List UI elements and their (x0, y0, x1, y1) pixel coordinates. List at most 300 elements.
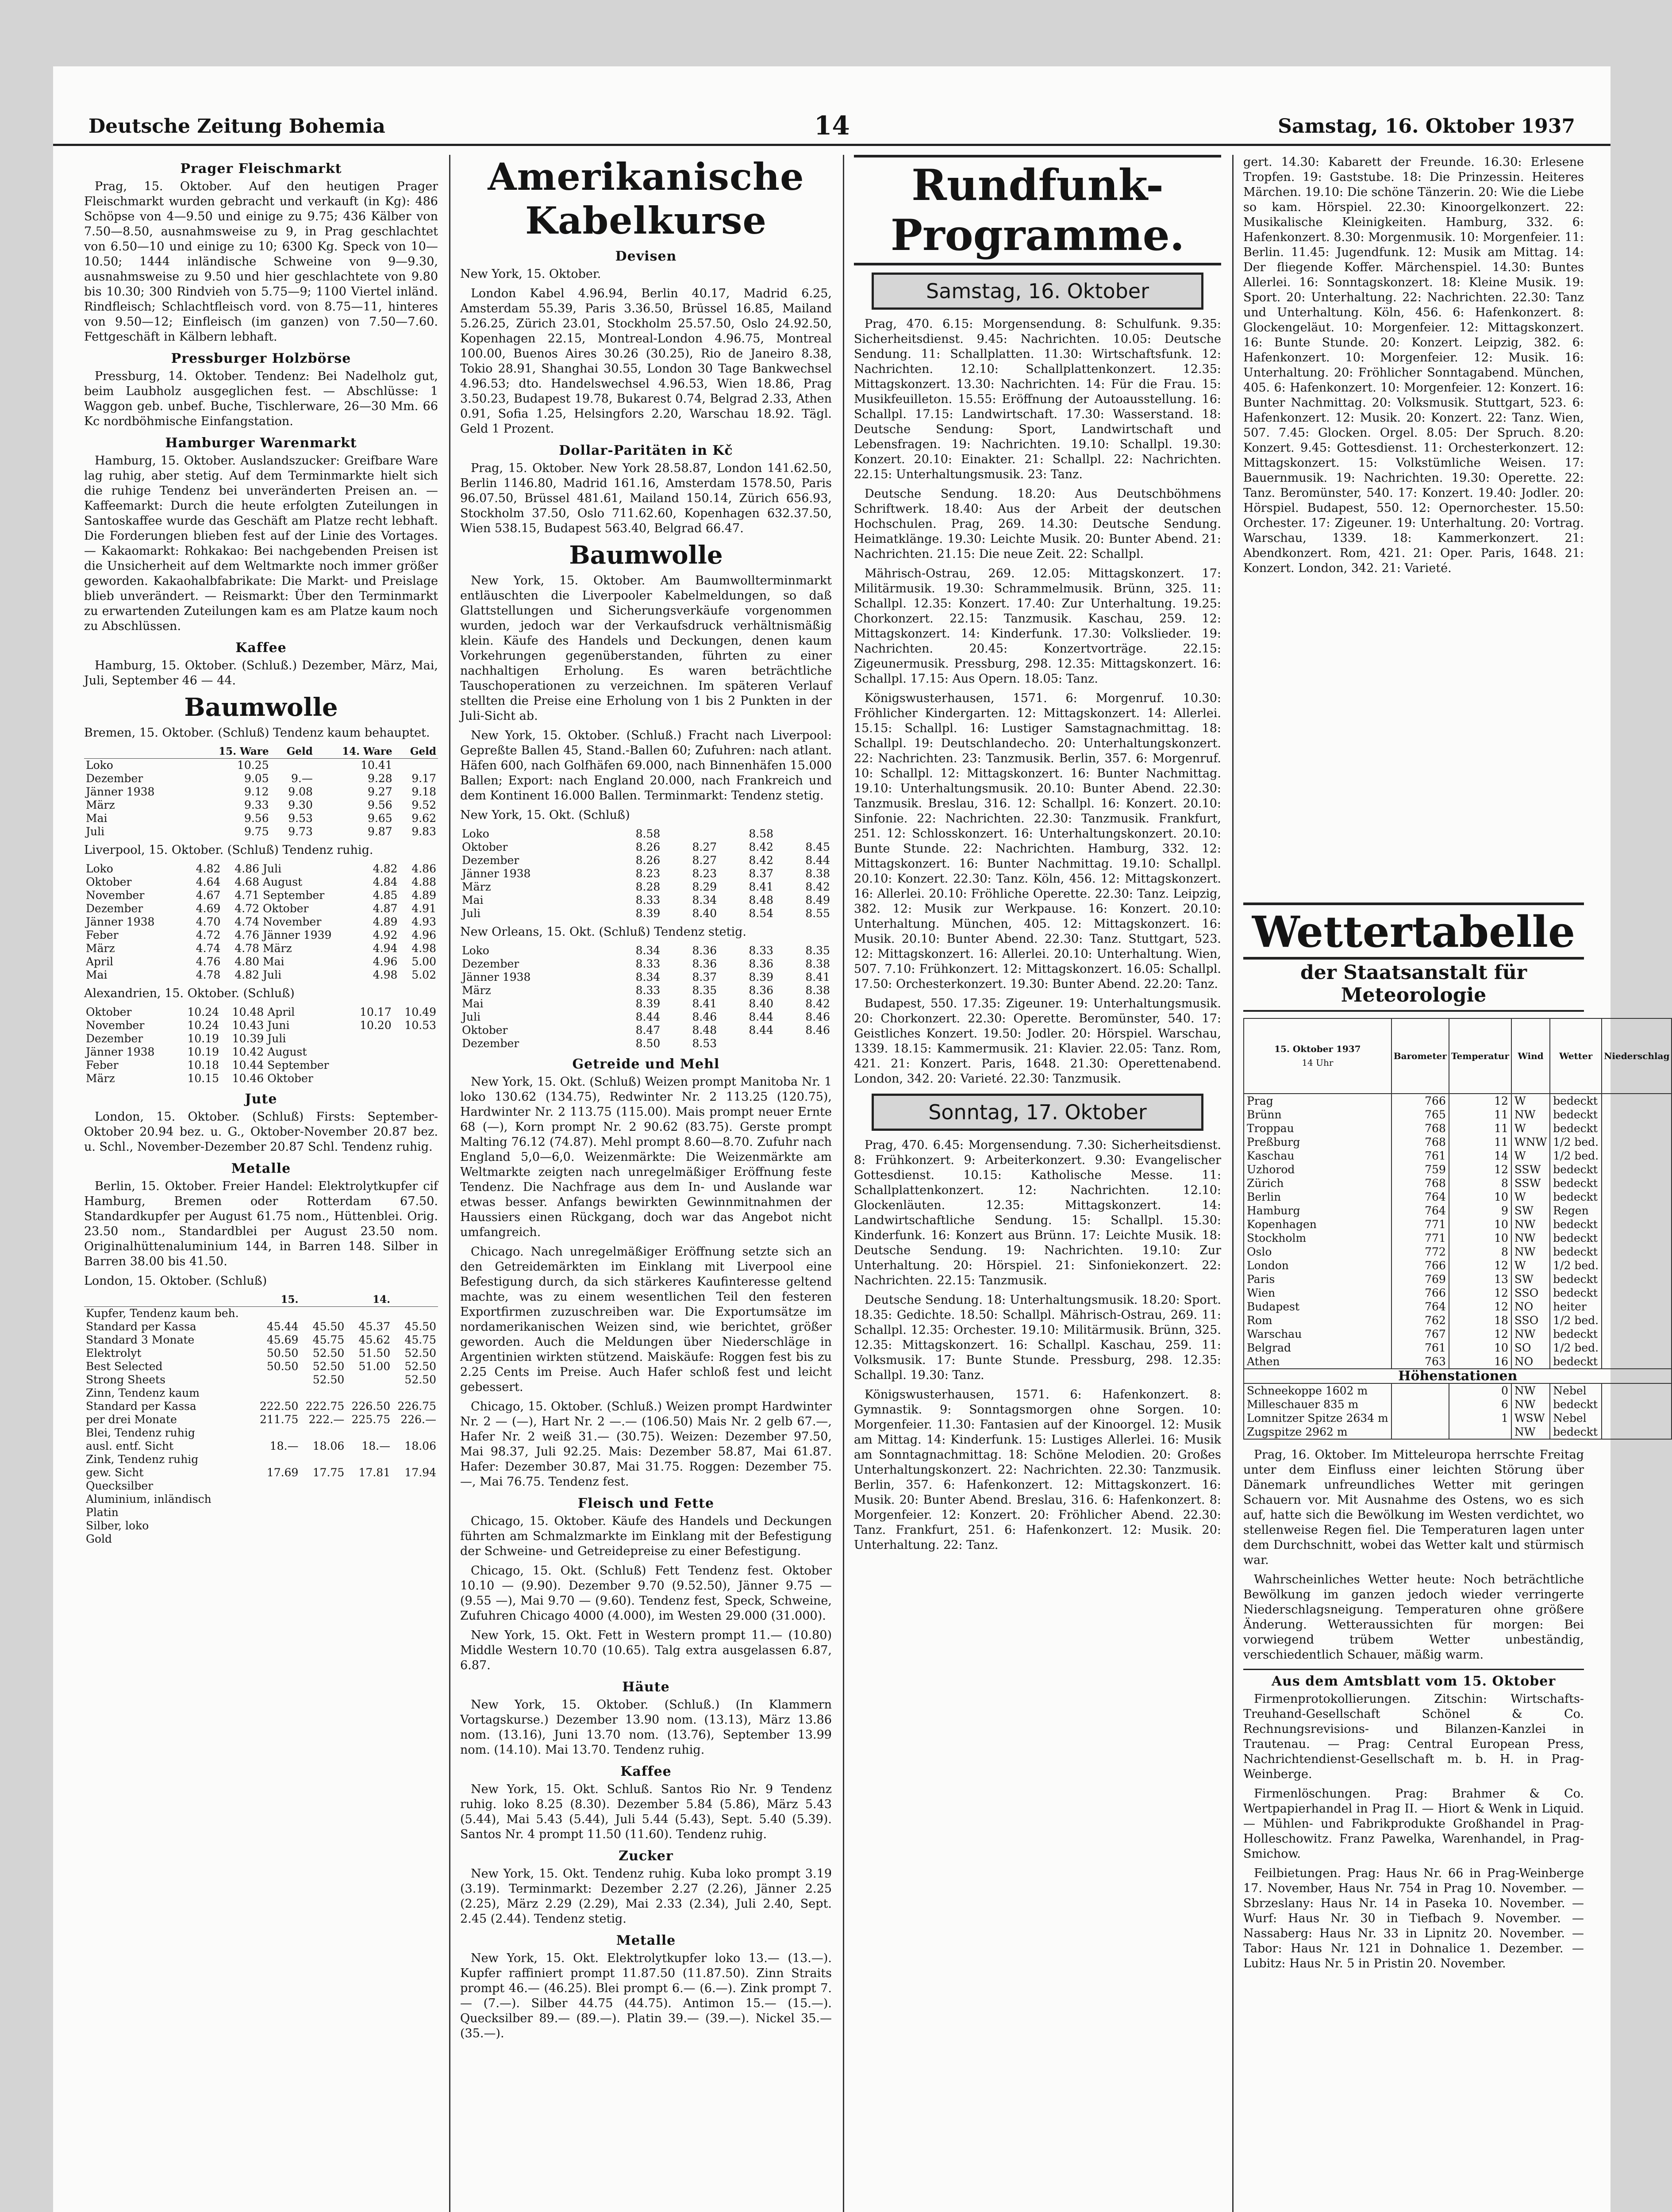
weather-row (1244, 1313, 1672, 1327)
table-row: Oktober 10.24 10.48 April 10.17 10.49 (86, 1006, 436, 1018)
article-text: New York, 15. Okt. Elektrolytkupfer loko 13.— (13.—). Kupfer raffiniert prompt 11.87.50 (11.87.50). Zinn Straits prompt 46.— (46.25). Blei prompt 6.— (6.—). Zink prompt 7.— (7.—). Silber 44.75 (44.75). Antimon 15.— (15.—). Quecksilber 89.— (89.—). Platin 39.— (39.—). Nickel 35.— (35.—). (460, 1951, 832, 2040)
table-cell: 766 (1391, 1259, 1449, 1272)
table-header-cell: Wind (1511, 1018, 1550, 1094)
table-cell: 12 (1449, 1163, 1511, 1176)
table-row: April 4.76 4.80 Mai 4.96 5.00 (86, 955, 436, 968)
table-cell: SO (1511, 1341, 1550, 1355)
running-head (53, 108, 1611, 146)
table-cell: Nebel (1550, 1383, 1602, 1398)
table-cell: 768 (1391, 1176, 1449, 1190)
table-cell: Schneekoppe 1602 m (1244, 1383, 1391, 1398)
article-text: New Orleans, 15. Okt. (Schluß) Tendenz stetig. (460, 925, 746, 939)
program-text: Mährisch-Ostrau, 269. 12.05: Mittagskonzert. 17: Militärmusik. 19.30: Schrammelmusik. Brünn, 325. 11: Schallpl. 12.35: Konzert. 17.40: Zur Unterhaltung. 19.25: Chorkonzert. 22.15: Tanzmusik. Kaschau, 259. 12: Mittagskonzert. 14: Kinderfunk. 17.30: Volkslieder. 19: Nachrichten. 20.45: Konzertvorträge. 22.15: Zigeunermusik. Pressburg, 298. 12.35: Mittagskonzert. 16: Schallpl. 17.15: Aus Opern. 18.05: Tanz. (854, 567, 1221, 686)
table-row: März 4.74 4.78 März 4.94 4.98 (86, 942, 436, 955)
table-cell: bedeckt (1550, 1398, 1602, 1411)
date-band: Samstag, 16. Oktober (872, 273, 1203, 310)
table-row: Oktober 8.26 8.27 8.42 8.45 (462, 841, 830, 853)
table-cell: bedeckt (1550, 1163, 1602, 1176)
article-text: London, 15. Oktober. (Schluß) Firsts: September-Oktober 20.94 bez. u. G., Oktober-November 20.87 bez. u. Schl., November-Dezember 20.87 Schl. Tendenz ruhig. (84, 1110, 438, 1154)
column-weather (1243, 155, 1670, 2212)
table-cell: 1/2 bed. (1550, 1313, 1602, 1327)
table-cell: 12 (1449, 1259, 1511, 1272)
table-cell: 10 (1449, 1217, 1511, 1231)
table-row: Dezember 8.26 8.27 8.42 8.44 (462, 854, 830, 867)
mountain-rows (1244, 1383, 1672, 1439)
table-row: Aluminium, inländisch (86, 1493, 211, 1505)
table-row: Standard per Kassa 222.50 222.75 226.50 226.75 (86, 1400, 436, 1413)
article-text: London Kabel 4.96.94, Berlin 40.17, Madrid 6.25, Amsterdam 55.39, Paris 3.36.50, Brüssel 16.85, Mailand 5.26.25, Zürich 23.01, Stockholm 25.57.50, Oslo 24.92.50, Kopenhagen 22.15, Montreal-London 4.96.75, Montreal 100.00, Buenos Aires 30.26 (30.25), Rio de Janeiro 8.38, Tokio 28.91, Shanghai 30.55, London 30 Tage Bankwechsel 4.96.53; dto. Handelswechsel 4.96.53, Wien 18.86, Prag 3.50.23, Budapest 19.78, Bukarest 0.74, Belgrad 2.33, Athen 0.91, Sofia 1.25, Helsingfors 2.20, Warschau 18.92. Tägl. Geld 1 Prozent. (460, 287, 832, 436)
page-number: 14 (814, 111, 850, 141)
table-cell: 11 (1449, 1121, 1511, 1135)
table-cell: 1 (1449, 1411, 1511, 1425)
article-text: New York, 15. Okt. Tendenz ruhig. Kuba loko prompt 3.19 (3.19). Terminmarkt: Dezember 2.27 (2.26), Jänner 2.25 (2.25), März 2.29 (2.29), Mai 2.33 (2.34), Juli 2.40, Sept. 2.45 (2.44). Tendenz stetig. (460, 1867, 832, 1926)
table-row: Dezember 10.19 10.39 Juli (86, 1032, 286, 1045)
table-cell: 768 (1391, 1135, 1449, 1149)
section-heading: Jute (245, 1091, 277, 1107)
weather-row (1244, 1176, 1672, 1190)
table-cell: bedeckt (1550, 1327, 1602, 1341)
weather-row (1244, 1149, 1672, 1163)
article-text: New York, 15. Oktober. Am Baumwollterminmarkt entläuschten die Liverpooler Kabelmeldungen, so daß Glattstellungen und Sicherungsverkäufe vorgenommen wurden, jedoch war der Verkaufsdruck verhältnismäßig klein. Käufe des Handels und Deckungen, denen kaum Vorkehrungen gegenüberstanden, führten zu einer nachhaltigen Erholung. Es waren beträchtliche Tauschoperationen zu verzeichnen. Im späteren Verlauf stellten die Preise eine Erholung von 1 bis 2 Punkten in der Juli-Sicht ab. (460, 574, 832, 723)
table-cell: 12 (1449, 1094, 1511, 1108)
table-cell: bedeckt (1550, 1425, 1602, 1439)
program-text: Budapest, 550. 17.35: Zigeuner. 19: Unterhaltungsmusik. 20: Chorkonzert. 22.30: Operette. Beromünster, 540. 17: Geistliches Konzert. 19.50: Jodler. 20: Hörspiel. Warschau, 1339. 18.15: Kammermusik. 21: Klavier. 22.05: Tanz. Rom, 421. 21: Konzert. Paris, 1648. 21.30: Operettenabend. London, 342. 20: Varieté. 22.30: Tanzmusik. (854, 997, 1221, 1086)
table-cell (1602, 1327, 1672, 1341)
table-row: November 4.67 4.71 September 4.85 4.89 (86, 889, 436, 902)
table-cell: Troppau (1244, 1121, 1391, 1135)
table-row: Platin (86, 1506, 119, 1519)
article-text: Wahrscheinliches Wetter heute: Noch beträchtliche Bewölkung im ganzen jedoch wieder verringerte Niederschlagsneigung. Temperaturen ohne größere Änderung. Wetteraussichten für morgen: Bei vorwiegend trübem Wetter unbeständig, verschiedentlich Schauer, mäßig warm. (1243, 1573, 1584, 1662)
table-row: Dezember 8.50 8.53 (462, 1037, 717, 1050)
weather-row (1244, 1327, 1672, 1341)
london-metals-table (84, 1293, 438, 1546)
table-row: November 10.24 10.43 Juni 10.20 10.53 (86, 1019, 436, 1032)
column-cables (460, 155, 832, 2212)
section-title: Wettertabelle (1243, 902, 1584, 960)
table-cell: 11 (1449, 1135, 1511, 1149)
table-header-cell: Temperatur (1449, 1018, 1511, 1094)
table-row: Standard per Kassa 45.44 45.50 45.37 45.50 (86, 1320, 436, 1333)
table-header: 15. Ware Geld 14. Ware Geld (84, 745, 438, 759)
table-cell (1602, 1245, 1672, 1259)
table-row: gew. Sicht 17.69 17.75 17.81 17.94 (86, 1466, 436, 1479)
table-row: Silber, loko (86, 1519, 149, 1532)
table-row: Juli 8.39 8.40 8.54 8.55 (462, 907, 830, 920)
weather-row (1244, 1163, 1672, 1176)
table-cell (1391, 1398, 1449, 1411)
table-cell (1602, 1259, 1672, 1272)
table-cell: 12 (1449, 1300, 1511, 1313)
newspaper-page (53, 66, 1670, 2212)
section-heading: Kaffee (620, 1764, 672, 1779)
article-text: Chicago, 15. Oktober. Käufe des Handels und Deckungen führten am Schmalzmarkte im Einklang mit der Befestigung der Schweine- und Getreidepreise zu einer Befestigung. (460, 1514, 832, 1558)
table-row: Loko 8.58 8.58 (462, 827, 774, 840)
table-cell: Athen (1244, 1355, 1391, 1369)
weather-row (1244, 1300, 1672, 1313)
table-row: Mai 9.56 9.53 9.65 9.62 (86, 812, 436, 825)
liverpool-table (84, 862, 438, 982)
column-radio (854, 155, 1221, 2212)
section-heading: Dollar-Paritäten in Kč (559, 443, 733, 458)
table-row: Loko 8.34 8.36 8.33 8.35 (462, 944, 830, 957)
article-text: Hamburg, 15. Oktober. Auslandszucker: Greifbare Ware lag ruhig, aber stetig. Auf dem Terminmarkte hielt sich die ruhige Tendenz bei unveränderten Preisen an. — Kaffeemarkt: Durch die heute erfolgten Zuteilungen in Santoskaffee wurde das Geschäft am Platze recht lebhaft. Die Forderungen blieben fest auf der Linie des Vortages. — Kakaomarkt: Rohkakao: Bei nachgebenden Preisen ist die Unsicherheit auf dem Weltmarkte noch immer größer geworden. Kakaohalbfabrikate: Die Markt- und Preislage blieb unverändert. — Reismarkt: Über den Terminmarkt zu erwartenden Zuteilungen kam es am Platze kaum noch zu Abschlüssen. (84, 454, 438, 633)
table-cell: Wien (1244, 1286, 1391, 1300)
article-text: Alexandrien, 15. Oktober. (Schluß) (84, 987, 295, 1000)
table-cell: Paris (1244, 1272, 1391, 1286)
weather-row (1244, 1217, 1672, 1231)
table-cell: Berlin (1244, 1190, 1391, 1204)
table-cell: 764 (1391, 1300, 1449, 1313)
article-text: Liverpool, 15. Oktober. (Schluß) Tendenz ruhig. (84, 843, 373, 857)
table-row: Jänner 1938 8.34 8.37 8.39 8.41 (462, 971, 830, 983)
table-cell: NO (1511, 1355, 1550, 1369)
table-cell: Brünn (1244, 1108, 1391, 1121)
article-text: Bremen, 15. Oktober. (Schluß) Tendenz kaum behauptet. (84, 726, 430, 740)
table-cell: NW (1511, 1425, 1550, 1439)
table-cell (1602, 1190, 1672, 1204)
section-title: Amerikanische Kabelkurse (488, 155, 804, 242)
table-cell: 14 (1449, 1149, 1511, 1163)
table-row: Feber 10.18 10.44 September (86, 1059, 329, 1071)
table-cell: 13 (1449, 1272, 1511, 1286)
table-cell: W (1511, 1121, 1550, 1135)
table-cell: SSO (1511, 1286, 1550, 1300)
table-cell (1602, 1383, 1672, 1398)
table-row: März 10.15 10.46 Oktober (86, 1072, 313, 1085)
table-row: Kupfer, Tendenz kaum beh. (86, 1307, 239, 1320)
table-row: März 8.33 8.35 8.36 8.38 (462, 984, 830, 997)
table-cell: 766 (1391, 1094, 1449, 1108)
table-cell: Kaschau (1244, 1149, 1391, 1163)
table-cell (1602, 1108, 1672, 1121)
table-cell: 9 (1449, 1204, 1511, 1217)
article-text: New York, 15. Oktober. (Schluß.) (In Klammern Vortagskurse.) Dezember 13.90 nom. (13.13), März 13.86 nom. (13.16), Juni 13.70 nom. (13.76), September 13.99 nom. (14.10). Mai 13.70. Tendenz ruhig. (460, 1698, 832, 1757)
table-cell: 1/2 bed. (1550, 1341, 1602, 1355)
article-text: Hamburg, 15. Oktober. (Schluß.) Dezember, März, Mai, Juli, September 46 — 44. (84, 659, 438, 687)
column-rule (449, 155, 450, 2212)
table-cell: NW (1511, 1398, 1550, 1411)
article-text: Berlin, 15. Oktober. Freier Handel: Elektrolytkupfer cif Hamburg, Bremen oder Rotterdam 67.50. Standardkupfer per August 61.75 nom., Hüttenblei. Orig. 23.50 nom., Standardblei per August 23.50 nom. Originalhüttenaluminium 144, in Barren 148. Silber in Barren 38.00 bis 41.50. (84, 1179, 438, 1268)
table-cell: 10 (1449, 1231, 1511, 1245)
article-text: Prag, 15. Oktober. New York 28.58.87, London 141.62.50, Berlin 1146.80, Madrid 161.16, Amsterdam 1578.50, Paris 96.07.50, Brüssel 481.61, Mailand 150.14, Zürich 656.93, Stockholm 37.50, Oslo 711.62.60, Kopenhagen 632.37.50, Wien 538.15, Budapest 563.40, Belgrad 66.47. (460, 461, 832, 535)
article-text: Chicago, 15. Okt. (Schluß) Fett Tendenz fest. Oktober 10.10 — (9.90). Dezember 9.70 (9.52.50), Jänner 9.75 — (9.55 —), Mai 9.70 — (9.60). Tendenz fest, Speck, Schweine, Zufuhren Chicago 4000 (4.000), im Westen 29.000 (31.000). (460, 1564, 832, 1623)
table-row: Mai 8.39 8.41 8.40 8.42 (462, 997, 830, 1010)
table-cell: NW (1511, 1231, 1550, 1245)
table-cell: 764 (1391, 1204, 1449, 1217)
section-heading: Getreide und Mehl (572, 1056, 720, 1072)
table-row: per drei Monate 211.75 222.— 225.75 226.— (86, 1413, 436, 1426)
weather-row (1244, 1259, 1672, 1272)
table-cell (1602, 1313, 1672, 1327)
column-rule (1232, 155, 1234, 2212)
table-row: Quecksilber (86, 1479, 154, 1492)
table-cell: 11 (1449, 1108, 1511, 1121)
table-cell (1602, 1341, 1672, 1355)
table-header-cell: Niederschlag (1602, 1018, 1672, 1094)
table-cell: SSW (1511, 1176, 1550, 1190)
table-cell: bedeckt (1550, 1121, 1602, 1135)
table-cell (1602, 1355, 1672, 1369)
table-cell: Kopenhagen (1244, 1217, 1391, 1231)
issue-date: Samstag, 16. Oktober 1937 (1278, 115, 1575, 138)
weather-row (1244, 1108, 1672, 1121)
table-cell (1602, 1300, 1672, 1313)
table-cell: 1/2 bed. (1550, 1135, 1602, 1149)
article-text: New York, 15. Okt. (Schluß) (460, 808, 630, 822)
table-cell: NW (1511, 1327, 1550, 1341)
table-cell (1602, 1231, 1672, 1245)
table-cell (1602, 1398, 1672, 1411)
table-header-cell: 15. Oktober 1937 14 Uhr (1244, 1018, 1391, 1094)
table-cell (1602, 1425, 1672, 1439)
column-markets (84, 155, 438, 2212)
table-row: Mai 4.78 4.82 Juli 4.98 5.02 (86, 968, 436, 981)
section-heading: Devisen (615, 249, 677, 264)
table-cell: 10 (1449, 1341, 1511, 1355)
table-cell: bedeckt (1550, 1094, 1602, 1108)
table-cell: NO (1511, 1300, 1550, 1313)
program-text: Deutsche Sendung. 18.20: Aus Deutschböhmens Schriftwerk. 18.40: Aus der Arbeit der deutschen Hochschulen. Prag, 269. 14.30: Deutsche Sendung. Heimatklänge. 19.30: Leichte Musik. 20: Bunter Abend. 21: Nachrichten. 21.15: Die neue Zeit. 22: Schallpl. (854, 487, 1221, 561)
table-cell: Rom (1244, 1313, 1391, 1327)
table-row: Dezember 4.69 4.72 Oktober 4.87 4.91 (86, 902, 436, 915)
table-row: März 9.33 9.30 9.56 9.52 (86, 799, 436, 811)
program-text: Königswusterhausen, 1571. 6: Hafenkonzert. 8: Gymnastik. 9: Sonntagsmorgen ohne Sorgen. 10: Morgenfeier. 11.30: Fantasien auf der Kinoorgel. 12: Musik am Mittag. 14: Kinderfunk. 15: Lustiges Allerlei. 16: Musik am Sonntagnachmittag. 18: Schöne Melodien. 20: Großes Unterhaltungskonzert. 22: Nachrichten. 22.30: Tanzmusik. Berlin, 357. 6: Hafenkonzert. 12: Mittagskonzert. 16: Musik. 20: Bunter Abend. Breslau, 316. 6: Hafenkonzert. 8: Morgenfeier. 12: Konzert. 20: Fröhlicher Abend. 22.30: Tanz. Frankfurt, 251. 6: Hafenkonzert. 12: Musik. 20: Unterhaltung. 22: Tanz. (854, 1388, 1221, 1552)
weather-row (1244, 1245, 1672, 1259)
table-cell: 764 (1391, 1190, 1449, 1204)
article-text: Firmenprotokollierungen. Zitschin: Wirtschafts-Treuhand-Gesellschaft Schönel & Co. Rechnungsrevisions- und Bilanzen-Kanzlei in Trautenau. — Prag: Central European Press, Nachrichtendienst-Gesellschaft m. b. H. in Prag-Weinberge. (1243, 1692, 1584, 1781)
table-cell: 16 (1449, 1355, 1511, 1369)
table-cell: Warschau (1244, 1327, 1391, 1341)
table-cell: 759 (1391, 1163, 1449, 1176)
section-heading: Metalle (616, 1933, 676, 1948)
table-row: Elektrolyt 50.50 52.50 51.50 52.50 (86, 1347, 436, 1359)
section-subtitle: der Staatsanstalt für Meteorologie (1243, 961, 1584, 1012)
table-cell (1391, 1425, 1449, 1439)
table-cell: 766 (1391, 1286, 1449, 1300)
section-heading: Zucker (619, 1848, 673, 1864)
table-cell: NW (1511, 1217, 1550, 1231)
mountain-row (1244, 1398, 1672, 1411)
article-text: Firmenlöschungen. Prag: Brahmer & Co. Wertpapierhandel in Prag II. — Hiort & Wenk in Liquid. — Mühlen- und Fabrikprodukte Großhandel in Prag-Holleschowitz. Franz Pawelka, Warenhandel, in Prag-Smichow. (1243, 1787, 1584, 1861)
table-cell (1602, 1163, 1672, 1176)
table-cell: Preßburg (1244, 1135, 1391, 1149)
section-heading: Aus dem Amtsblatt vom 15. Oktober (1243, 1669, 1584, 1689)
section-heading: Prager Fleischmarkt (180, 161, 342, 177)
weather-table (1243, 1018, 1672, 1440)
section-heading: Baumwolle (184, 693, 338, 722)
table-cell: heiter (1550, 1300, 1602, 1313)
table-cell: SSW (1511, 1163, 1550, 1176)
table-cell: Nebel (1550, 1411, 1602, 1425)
table-row: März 8.28 8.29 8.41 8.42 (462, 880, 830, 893)
table-subheader: Höhenstationen (1244, 1369, 1672, 1383)
table-cell: bedeckt (1550, 1272, 1602, 1286)
table-cell: W (1511, 1094, 1550, 1108)
table-cell: 12 (1449, 1286, 1511, 1300)
table-cell: 10 (1449, 1190, 1511, 1204)
table-row: Blei, Tendenz ruhig (86, 1426, 195, 1439)
table-cell: WNW (1511, 1135, 1550, 1149)
date-band: Sonntag, 17. Oktober (872, 1094, 1203, 1131)
weather-row (1244, 1355, 1672, 1369)
table-cell (1602, 1176, 1672, 1190)
table-cell: W (1511, 1190, 1550, 1204)
table-cell (1602, 1217, 1672, 1231)
table-cell (1602, 1204, 1672, 1217)
weather-row (1244, 1135, 1672, 1149)
table-cell: Uzhorod (1244, 1163, 1391, 1176)
table-cell: SW (1511, 1204, 1550, 1217)
table-cell: bedeckt (1550, 1231, 1602, 1245)
table-row: Jänner 1938 10.19 10.42 August (86, 1045, 307, 1058)
table-cell: 767 (1391, 1327, 1449, 1341)
section-heading: Kaffee (235, 640, 287, 656)
program-text: Prag, 470. 6.15: Morgensendung. 8: Schulfunk. 9.35: Sicherheitsdienst. 9.45: Nachrichten. 10.05: Deutsche Sendung. 11: Schallplatten. 11.30: Wirtschaftsfunk. 12: Nachrichten. 12.10: Schallplattenkonzert. 12.35: Mittagskonzert. 13.30: Nachrichten. 14: Für die Frau. 15: Musikfeuilleton. 15.55: Eröffnung der Autoausstellung. 16: Schallpl. 17.15: Landwirtschaft. 17.30: Wasserstand. 18: Deutsche Sendung: Sport, Landwirtschaft und Lebensfragen. 19: Nachrichten. 19.10: Schallpl. 19.30: Konzert. 20.10: Einakter. 21: Schallpl. 22: Nachrichten. 22.15: Unterhaltungsmusik. 23: Tanz. (854, 317, 1221, 481)
table-row: Juli 9.75 9.73 9.87 9.83 (86, 825, 436, 838)
table-row: Dezember 9.05 9.— 9.28 9.17 (86, 772, 436, 785)
table-cell: NW (1511, 1108, 1550, 1121)
article-text: Chicago, 15. Oktober. (Schluß.) Weizen prompt Hardwinter Nr. 2 — (—), Hart Nr. 2 —.— (106.50) Mais Nr. 2 gelb 67.—, Hafer Nr. 2 weiß 31.— (30.75). Weizen: Dezember 97.50, Mai 98.37, Juli 92.25. Mais: Dezember 58.87, Mai 61.87. Hafer: Dezember 30.87, Mai 31.75. Roggen: Dezember 75.—, Mai 76.75. Tendenz fest. (460, 1400, 832, 1489)
table-cell: London (1244, 1259, 1391, 1272)
article-text: Pressburg, 14. Oktober. Tendenz: Bei Nadelholz gut, beim Laubholz ausgeglichen fest. — Abschlüsse: 1 Waggon geb. unbef. Buche, Tischlerware, 26—30 Mm. 66 Kc nordböhmische Einfangstation. (84, 369, 438, 428)
table-cell: bedeckt (1550, 1190, 1602, 1204)
table-cell: 769 (1391, 1272, 1449, 1286)
table-cell: Oslo (1244, 1245, 1391, 1259)
table-header-cell: Wetter (1550, 1018, 1602, 1094)
article-text: London, 15. Oktober. (Schluß) (84, 1274, 267, 1288)
table-cell: bedeckt (1550, 1217, 1602, 1231)
article-text: New York, 15. Okt. Fett in Western prompt 11.— (10.80) Middle Western 10.70 (10.65). Talg extra ausgelassen 6.87, 6.87. (460, 1628, 832, 1672)
table-row: Loko 10.25 10.41 (86, 759, 392, 772)
weather-row (1244, 1231, 1672, 1245)
program-text: Königswusterhausen, 1571. 6: Morgenruf. 10.30: Fröhlicher Kindergarten. 12: Mittagskonzert. 14: Allerlei. 15.15: Schallpl. 16: Lustiger Samstagnachmittag. 18: Schallpl. 19: Deutschlandecho. 20: Unterhaltungskonzert. 22: Nachrichten. 23: Tanzmusik. Berlin, 357. 6: Morgenruf. 10: Schallpl. 12: Mittagskonzert. 16: Bunter Nachmittag. 19.10: Unterhaltungsmusik. 20.10: Bunter Abend. 22.30: Tanzmusik. Breslau, 316. 12: Schallpl. 16: Konzert. 20.10: Sinfonie. 22: Nachrichten. 22.30: Tanzmusik. Frankfurt, 251. 12: Schlosskonzert. 16: Unterhaltungskonzert. 20.10: Bunte Stunde. 22: Nachrichten. Hamburg, 332. 12: Mittagskonzert. 16: Bunter Nachmittag. 19.10: Schallpl. 20.10: Konzert. 22.30: Tanz. Köln, 456. 12: Mittagskonzert. 16: Allerlei. 20.10: Fröhliche Operette. 22.30: Tanz. Leipzig, 382. 12: Musik zur Werkpause. 16: Konzert. 20.10: Unterhaltung. München, 405. 12: Mittagskonzert. 16: Musik. 20.10: Bunter Abend. 22.30: Tanz. Stuttgart, 523. 12: Mittagskonzert. 16: Allerlei. 20.10: Unterhaltung. Wien, 507. 7.10: Frühkonzert. 12: Mittagskonzert. 16.05: Schallpl. 17.50: Orchesterkonzert. 19.30: Bunter Abend. 22.20: Tanz. (854, 691, 1221, 991)
article-text: Prag, 16. Oktober. Im Mitteleuropa herrschte Freitag unter dem Einfluss einer leichten Störung über Dänemark unfreundliches Wetter mit geringen Schauern vor. Mit Ausnahme des Ostens, wo es sich auf, hatte sich die Bewölkung im Westen verdichtet, wo stellenweise Regen fiel. Die Temperaturen lagen unter dem Durchschnitt, wobei das Wetter kalt und stürmisch war. (1243, 1448, 1584, 1567)
table-cell: 765 (1391, 1108, 1449, 1121)
section-heading: Metalle (231, 1161, 291, 1176)
section-heading: Häute (622, 1679, 670, 1695)
article-text: Prag, 15. Oktober. Auf den heutigen Prager Fleischmarkt wurden gebracht und verkauft (in Kg): 486 Schöpse von 4—9.50 und einige zu 9.75; 436 Kälber von 7.50—8.50, ausnahmsweise zu 9, in Prag geschlachtet von 6.50—10 und einige zu 10; 6300 Kg. Speck von 10—10.50; 1444 inländische Schweine von 9—9.30, ausnahmsweise zu 9.50 und hier geschlachtete von 9.80 bis 10.30; 300 Rindvieh von 5.75—9; 1100 Viertel inländ. Rindfleisch; Schlachtfleisch vord. von 8.75—11, hinteres von 9.50—12; Einfleisch (im ganzen) von 7.50—7.60. Fettgeschäft in Kälbern lebhaft. (84, 180, 438, 344)
weather-rows (1244, 1094, 1672, 1369)
table-row: Mai 8.33 8.34 8.48 8.49 (462, 894, 830, 906)
section-heading: Fleisch und Fette (577, 1496, 715, 1511)
table-row: Standard 3 Monate 45.69 45.75 45.62 45.75 (86, 1333, 436, 1346)
table-cell (1602, 1094, 1672, 1108)
weather-row (1244, 1272, 1672, 1286)
table-cell: 761 (1391, 1149, 1449, 1163)
mountain-row (1244, 1383, 1672, 1398)
table-cell: Regen (1550, 1204, 1602, 1217)
table-row: Oktober 4.64 4.68 August 4.84 4.88 (86, 876, 436, 888)
mountain-row (1244, 1425, 1672, 1439)
table-cell: bedeckt (1550, 1355, 1602, 1369)
table-row: Dezember 8.33 8.36 8.36 8.38 (462, 957, 830, 970)
table-cell: 12 (1449, 1327, 1511, 1341)
section-heading: Hamburger Warenmarkt (165, 435, 357, 451)
masthead-name: Deutsche Zeitung Bohemia (88, 115, 385, 138)
table-cell: WSW (1511, 1411, 1550, 1425)
article-text: Feilbietungen. Prag: Haus Nr. 66 in Prag-Weinberge 17. November, Haus Nr. 754 in Prag 10. November. — Sbrzeslany: Haus Nr. 14 in Paseka 10. November. — Wurf: Haus Nr. 30 in Tiefbach 9. November. — Nassaberg: Haus Nr. 33 in Lipnitz 20. November. — Tabor: Haus Nr. 121 in Dohnalice 1. Dezember. — Lubitz: Haus Nr. 5 in Pristin 20. November. (1243, 1866, 1584, 1970)
table-cell: 763 (1391, 1355, 1449, 1369)
table-cell (1391, 1383, 1449, 1398)
table-cell: 1/2 bed. (1550, 1259, 1602, 1272)
table-cell: Belgrad (1244, 1341, 1391, 1355)
table-row: Feber 4.72 4.76 Jänner 1939 4.92 4.96 (86, 929, 436, 941)
table-cell (1602, 1286, 1672, 1300)
article-text: New York, 15. Okt. Schluß. Santos Rio Nr. 9 Tendenz ruhig. loko 8.25 (8.30). Dezember 5.84 (5.86), März 5.43 (5.44), Mai 5.43 (5.44), Juli 5.44 (5.43), Sept. 5.40 (5.39). Santos Nr. 4 prompt 11.50 (11.60). Tendenz ruhig. (460, 1782, 832, 1841)
table-cell: bedeckt (1550, 1245, 1602, 1259)
program-text: gert. 14.30: Kabarett der Freunde. 16.30: Erlesene Tropfen. 19: Gaststube. 18: Die Prinzessin. Heiteres Märchen. 19.10: Die schöne Tänzerin. 20: Wie die Liebe so kam. Hörspiel. 22.30: Kinoorgelkonzert. 22: Musikalische Kleinigkeiten. Hamburg, 332. 6: Hafenkonzert. 8.30: Morgenmusik. 10: Morgenfeier. 11: Berlin. 11.45: Jugendfunk. 12: Musik am Mittag. 14: Der fliegende Koffer. Märchenspiel. 14.30: Buntes Allerlei. 16: Sonntagskonzert. 18: Kleine Musik. 19: Sport. 20: Unterhaltung. 22: Nachrichten. 22.30: Tanz und Unterhaltung. Köln, 456. 6: Hafenkonzert. 8: Glockengeläut. 10: Morgenfeier. 12: Mittagskonzert. 16: Bunte Stunde. 20: Konzert. Leipzig, 382. 6: Hafenkonzert. 10: Morgenfeier. 12: Musik. 16: Unterhaltung. 20: Fröhlicher Sonntagabend. München, 405. 6: Hafenkonzert. 10: Morgenfeier. 12: Konzert. 16: Bunter Nachmittag. 20: Volksmusik. Stuttgart, 523. 6: Hafenkonzert. 12: Musik. 20: Konzert. 22: Tanz. Wien, 507. 7.45: Glocken. Orgel. 8.05: Der Spruch. 8.20: Konzert. 9.45: Gottesdienst. 11: Orchesterkonzert. 12: Mittagskonzert. 15: Volkstümliche Weisen. 17: Bauernmusik. 19: Nachrichten. 19.30: Operette. 22: Tanz. Beromünster, 540. 17: Konzert. 19.40: Jodler. 20: Hörspiel. Budapest, 550. 12: Opernorchester. 15.50: Orchester. 17: Zigeuner. 19: Unterhaltung. 20: Vortrag. Warschau, 1339. 18: Kammerkonzert. 21: Abendkonzert. Rom, 421. 21: Oper. Paris, 1648. 21: Konzert. London, 342. 21: Varieté. (1243, 155, 1584, 575)
table-cell: SW (1511, 1272, 1550, 1286)
table-cell: Zürich (1244, 1176, 1391, 1190)
newyork-cotton-table (460, 827, 832, 920)
section-heading: Pressburger Holzbörse (171, 351, 351, 366)
mountain-row (1244, 1411, 1672, 1425)
article-text: New York, 15. Oktober. (Schluß.) Fracht nach Liverpool: Gepreßte Ballen 45, Stand.-Ballen 60; Zufuhren: nach atlant. Häfen 600, nach Golfhäfen 69.000, nach Binnenhäfen 15.000 Ballen; Export: nach England 20.000, nach Frankreich und dem Kontinent 16.000 Ballen. Terminmarkt: Tendenz stetig. (460, 729, 832, 803)
table-cell: W (1511, 1149, 1550, 1163)
table-cell: W (1511, 1259, 1550, 1272)
table-cell: bedeckt (1550, 1286, 1602, 1300)
table-cell: bedeckt (1550, 1176, 1602, 1190)
table-cell (1602, 1272, 1672, 1286)
weather-row (1244, 1094, 1672, 1108)
table-cell: Milleschauer 835 m (1244, 1398, 1391, 1411)
table-cell: 18 (1449, 1313, 1511, 1327)
section-title: Rundfunk-Programme. (854, 155, 1221, 265)
table-row: Juli 8.44 8.46 8.44 8.46 (462, 1010, 830, 1023)
table-row: Loko 4.82 4.86 Juli 4.82 4.86 (86, 862, 436, 875)
weather-row (1244, 1204, 1672, 1217)
table-cell: 771 (1391, 1231, 1449, 1245)
table-cell: 0 (1449, 1383, 1511, 1398)
table-row: Gold (86, 1532, 112, 1545)
program-text: Deutsche Sendung. 18: Unterhaltungsmusik. 18.20: Sport. 18.35: Gedichte. 18.50: Schallpl. Mährisch-Ostrau, 269. 11: Schallpl. 12.35: Orchester. 19.10: Militärmusik. Brünn, 325. 12.35: Mittagskonzert. 16: Schallpl. Kaschau, 259. 11: Volksmusik. 17: Bunte Stunde. Pressburg, 298. 12.35: Schallpl. 19.30: Tanz. (854, 1293, 1221, 1382)
weather-row (1244, 1121, 1672, 1135)
table-cell: 6 (1449, 1398, 1511, 1411)
table-row: Zink, Tendenz ruhig (86, 1453, 199, 1466)
table-cell: NW (1511, 1245, 1550, 1259)
section-heading: Baumwolle (569, 541, 723, 570)
weather-row (1244, 1286, 1672, 1300)
table-cell: Lomnitzer Spitze 2634 m (1244, 1411, 1391, 1425)
table-cell: 8 (1449, 1245, 1511, 1259)
bremen-table (84, 745, 438, 838)
table-cell: Budapest (1244, 1300, 1391, 1313)
table-cell (1449, 1425, 1511, 1439)
table-header (1244, 1018, 1672, 1094)
weather-row (1244, 1190, 1672, 1204)
table-cell (1391, 1411, 1449, 1425)
table-row: Jänner 1938 8.23 8.23 8.37 8.38 (462, 867, 830, 880)
table-cell: Hamburg (1244, 1204, 1391, 1217)
table-header-cell: Barometer (1391, 1018, 1449, 1094)
table-cell: 761 (1391, 1341, 1449, 1355)
table-header: 15. 14. (84, 1293, 438, 1307)
table-cell: 771 (1391, 1217, 1449, 1231)
table-cell: Prag (1244, 1094, 1391, 1108)
table-cell: Zugspitze 2962 m (1244, 1425, 1391, 1439)
table-row: Zinn, Tendenz kaum (86, 1386, 200, 1399)
table-cell: SSO (1511, 1313, 1550, 1327)
article-text: New York, 15. Okt. (Schluß) Weizen prompt Manitoba Nr. 1 loko 130.62 (134.75), Redwinter Nr. 2 113.25 (120.75), Hardwinter Nr. 2 113.75 (115.00). Mais prompt neuer Ernte 68 (—), Korn prompt Nr. 2 90.62 (83.75). Gerste prompt Malting 76.12 (74.87). Mehl prompt 8.60—8.70. Zufuhr nach England 5,0—6,0. Weizenmärkte: Die Weizenmärkte am Weltmarkte zeigten nach unregelmäßiger Eröffnung feste Tendenz. Die Nachfrage aus dem In- und Auslande war etwas besser. Anfangs bewirkten Gewinnmitnahmen der Haussiers einen Rückgang, doch war das Angebot nicht umfangreich. (460, 1075, 832, 1239)
article-text: New York, 15. Oktober. (460, 267, 601, 281)
alexandria-table (84, 1006, 438, 1085)
table-cell: 762 (1391, 1313, 1449, 1327)
table-cell: 1/2 bed. (1550, 1149, 1602, 1163)
table-cell: bedeckt (1550, 1108, 1602, 1121)
table-row: Strong Sheets 52.50 52.50 (86, 1373, 436, 1386)
table-row: ausl. entf. Sicht 18.— 18.06 18.— 18.06 (86, 1440, 436, 1452)
program-text: Prag, 470. 6.45: Morgensendung. 7.30: Sicherheitsdienst. 8: Frühkonzert. 9: Arbeiterkonzert. 9.30: Evangelischer Gottesdienst. 10.15: Katholische Messe. 11: Schallplattenkonzert. 12: Nachrichten. 12.10: Glockenläuten. 12.35: Mittagskonzert. 14: Landwirtschaftliche Sendung. 15: Schallpl. 15.30: Kinderfunk. 16: Konzert aus Brünn. 17: Leichte Musik. 18: Deutsche Sendung. 19: Nachrichten. 19.10: Zur Unterhaltung. 20: Hörspiel. 21: Sinfoniekonzert. 22: Nachrichten. 22.15: Tanzmusik. (854, 1138, 1221, 1287)
